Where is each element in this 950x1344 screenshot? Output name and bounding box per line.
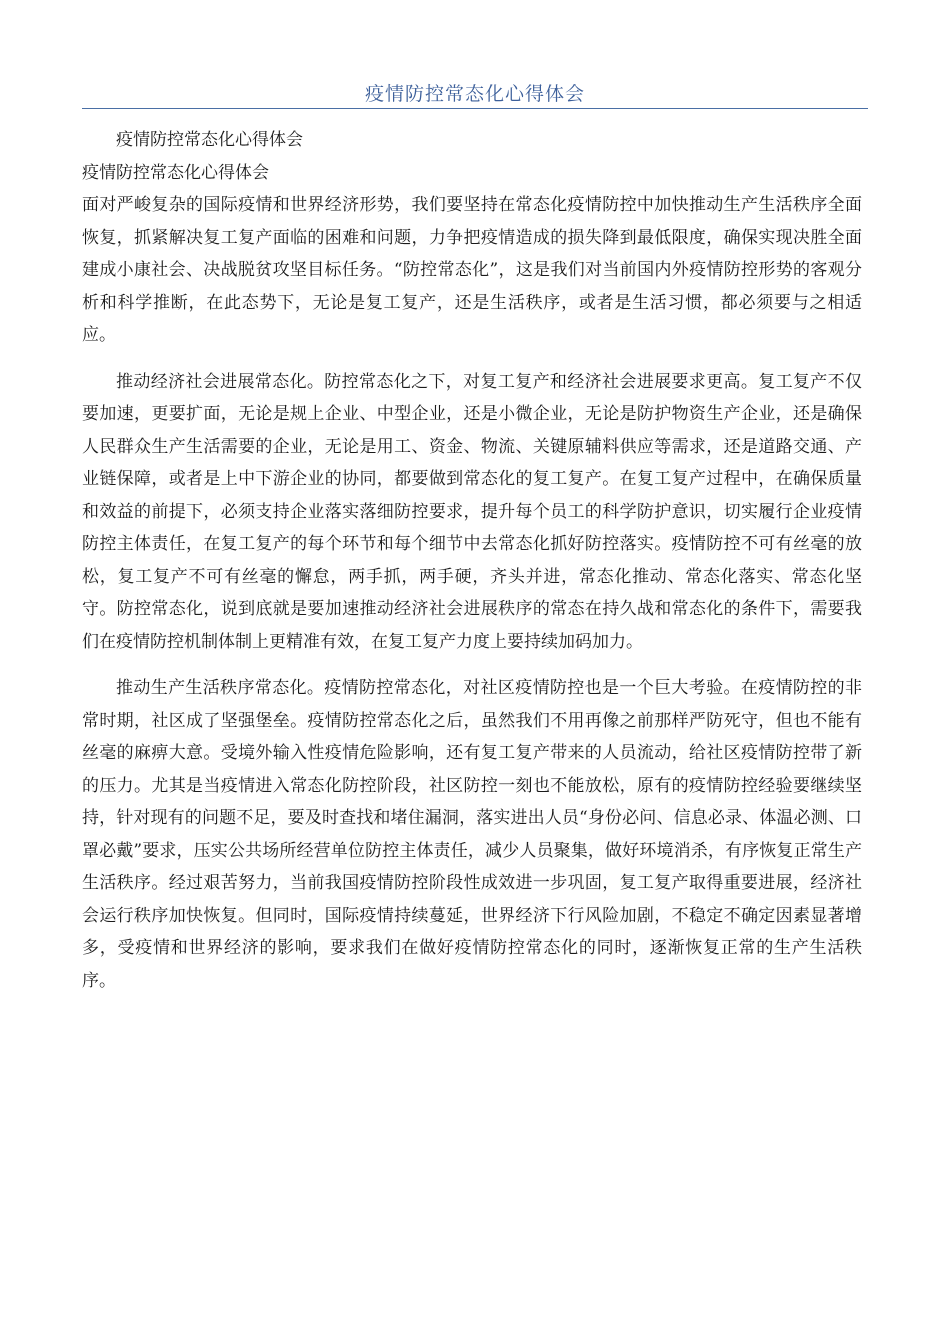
document-body — [82, 124, 862, 997]
paragraph-community: 推动生产生活秩序常态化。疫情防控常态化，对社区疫情防控也是一个巨大考验。在疫情防控的非常时期，社区成了坚强堡垒。疫情防控常态化之后，虽然我们不用再像之前那样严防死守，但也不能有丝毫的麻痹大意。受境外输入性疫情危险影响，还有复工复产带来的人员流动，给社区疫情防控带了新的压力。尤其是当疫情进入常态化防控阶段，社区防控一刻也不能放松，原有的疫情防控经验要继续坚持，针对现有的问题不足，要及时查找和堵住漏洞，落实进出人员“身份必问、信息必录、体温必测、口罩必戴”要求，压实公共场所经营单位防控主体责任，减少人员聚集，做好环境消杀，有序恢复正常生产生活秩序。经过艰苦努力，当前我国疫情防控阶段性成效进一步巩固，复工复产取得重要进展，经济社会运行秩序加快恢复。但同时，国际疫情持续蔓延，世界经济下行风险加剧，不稳定不确定因素显著增多，受疫情和世界经济的影响，要求我们在做好疫情防控常态化的同时，逐渐恢复正常的生产生活秩序。 — [82, 678, 862, 991]
page-header-title: 疫情防控常态化心得体会 — [364, 83, 585, 105]
document-subtitle-indented: 疫情防控常态化心得体会 — [116, 130, 303, 150]
document-subtitle: 疫情防控常态化心得体会 — [82, 162, 269, 183]
paragraph-intro: 面对严峻复杂的国际疫情和世界经济形势，我们要坚持在常态化疫情防控中加快推动生产生活秩序全面恢复，抓紧解决复工复产面临的困难和问题，力争把疫情造成的损失降到最低限度，确保实现决胜全面建成小康社会、决战脱贫攻坚目标任务。“防控常态化”，这是我们对当前国内外疫情防控形势的客观分析和科学推断，在此态势下，无论是复工复产，还是生活秩序，或者是生活习惯，都必须要与之相适应。 — [82, 195, 862, 345]
page-header — [82, 82, 868, 109]
paragraph-economy: 推动经济社会进展常态化。防控常态化之下，对复工复产和经济社会进展要求更高。复工复产不仅要加速，更要扩面，无论是规上企业、中型企业，还是小微企业，无论是防护物资生产企业，还是确保人民群众生产生活需要的企业，无论是用工、资金、物流、关键原辅料供应等需求，还是道路交通、产业链保障，或者是上中下游企业的协同，都要做到常态化的复工复产。在复工复产过程中，在确保质量和效益的前提下，必须支持企业落实落细防控要求，提升每个员工的科学防护意识，切实履行企业疫情防控主体责任，在复工复产的每个环节和每个细节中去常态化抓好防控落实。疫情防控不可有丝毫的放松，复工复产不可有丝毫的懈怠，两手抓，两手硬，齐头并进，常态化推动、常态化落实、常态化坚守。防控常态化，说到底就是要加速推动经济社会进展秩序的常态在持久战和常态化的条件下，需要我们在疫情防控机制体制上更精准有效，在复工复产力度上要持续加码加力。 — [82, 371, 862, 652]
